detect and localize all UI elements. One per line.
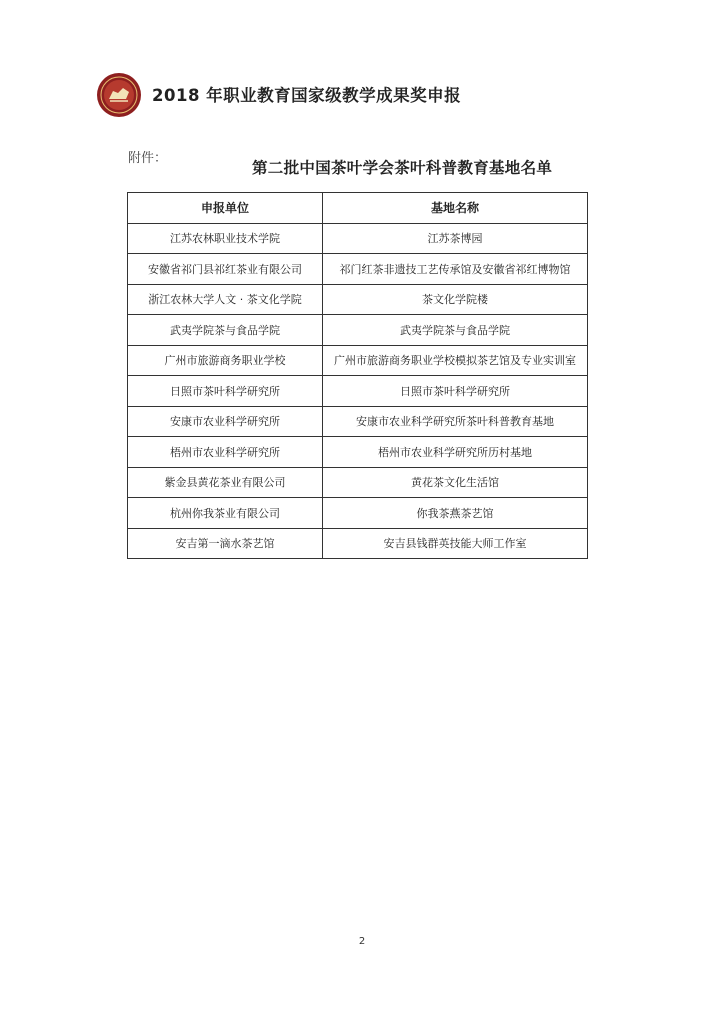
unit-cell: 广州市旅游商务职业学校 [128, 345, 323, 376]
unit-cell: 梧州市农业科学研究所 [128, 437, 323, 468]
unit-cell: 紫金县黄花茶业有限公司 [128, 467, 323, 498]
column-header-unit: 申报单位 [128, 193, 323, 224]
table-row [128, 223, 588, 254]
table-row [128, 345, 588, 376]
unit-cell: 杭州你我茶业有限公司 [128, 498, 323, 529]
base-cell: 日照市茶叶科学研究所 [323, 376, 588, 407]
table-row [128, 406, 588, 437]
table-row [128, 284, 588, 315]
base-cell: 江苏茶博园 [323, 223, 588, 254]
table-row [128, 315, 588, 346]
table-row [128, 376, 588, 407]
base-cell: 祁门红茶非遗技工艺传承馆及安徽省祁红博物馆 [323, 254, 588, 285]
unit-cell: 武夷学院茶与食品学院 [128, 315, 323, 346]
header-title: 2018 年职业教育国家级教学成果奖申报 [152, 86, 462, 105]
unit-cell: 江苏农林职业技术学院 [128, 223, 323, 254]
base-cell: 黄花茶文化生活馆 [323, 467, 588, 498]
unit-cell: 安吉第一滴水茶艺馆 [128, 528, 323, 559]
page-number: 2 [358, 936, 366, 947]
school-seal-icon [96, 72, 142, 118]
base-cell: 安康市农业科学研究所茶叶科普教育基地 [323, 406, 588, 437]
table-header-row [128, 193, 588, 224]
unit-cell: 安康市农业科学研究所 [128, 406, 323, 437]
base-cell: 茶文化学院楼 [323, 284, 588, 315]
document-title: 第二批中国茶叶学会茶叶科普教育基地名单 [252, 159, 553, 177]
table-row [128, 254, 588, 285]
attachment-label: 附件： [128, 151, 168, 166]
table-row [128, 528, 588, 559]
base-list-table [127, 192, 588, 559]
base-cell: 梧州市农业科学研究所历村基地 [323, 437, 588, 468]
base-cell: 武夷学院茶与食品学院 [323, 315, 588, 346]
unit-cell: 安徽省祁门县祁红茶业有限公司 [128, 254, 323, 285]
base-cell: 安吉县钱群英技能大师工作室 [323, 528, 588, 559]
unit-cell: 日照市茶叶科学研究所 [128, 376, 323, 407]
base-cell: 你我茶燕茶艺馆 [323, 498, 588, 529]
column-header-base: 基地名称 [323, 193, 588, 224]
base-cell: 广州市旅游商务职业学校模拟茶艺馆及专业实训室 [323, 345, 588, 376]
table-row [128, 467, 588, 498]
table-row [128, 437, 588, 468]
unit-cell: 浙江农林大学人文 · 茶文化学院 [128, 284, 323, 315]
table-row [128, 498, 588, 529]
